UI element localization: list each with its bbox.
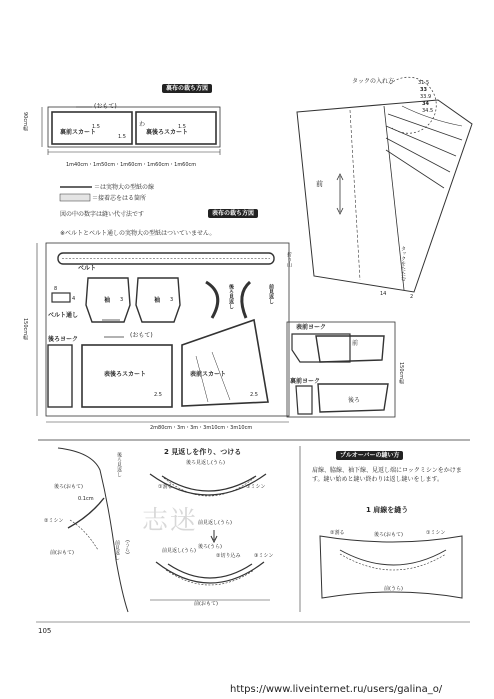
page-number: 105 — [38, 627, 52, 635]
outer-back-skirt-label: 表後ろスカート — [104, 371, 147, 378]
back-yoke2-label: 裏前ヨーク — [290, 378, 321, 385]
lining-n15c: 1.5 — [178, 124, 186, 130]
lining-dimension: 1m40cm・1m50cm・1m60cm・1m60cm・1m60cm — [66, 162, 197, 168]
machine1-label: ①ミシン — [246, 484, 266, 490]
shoulder-back-omote: 後ろ(おもて) — [374, 532, 403, 538]
pullover-desc: 肩線、脇線、袖下線、見返し端にロックミシンをかけます。縫い始めと縫い終わりは返し縫いをします。 — [312, 467, 462, 483]
outer-front-skirt-label: 表前スカート — [190, 371, 227, 378]
front-facing-r: 前見返し(うら) — [162, 548, 196, 554]
lining-back-skirt-label: 裏後ろスカート — [146, 129, 189, 136]
outer-cut-header: 表布の裁ち方図 — [208, 209, 258, 218]
front-facing-label: 前見返し — [268, 284, 274, 304]
shoulder-machine: ①ミシン — [426, 530, 446, 536]
outer-width-label: 150cm幅 — [22, 318, 28, 341]
n25a: 2.5 — [154, 392, 162, 398]
size-5: 34.5 — [422, 108, 434, 114]
front-label: 前 — [316, 180, 323, 188]
n8: 8 — [54, 286, 58, 292]
legend-line3: 図の中の数字は縫い代寸法です — [60, 211, 145, 218]
lining-wa: わ — [139, 121, 146, 128]
size-1: 31.5 — [418, 80, 430, 86]
lining-width-label: 90cm幅 — [22, 112, 28, 131]
size-4: 34 — [422, 101, 429, 107]
outer-omote: (おもて) — [130, 332, 153, 339]
watermark: 志迷 — [142, 506, 199, 536]
outer-width-label-2: 150cm幅 — [398, 362, 404, 385]
outer-dimension: 2m80cm・3m・3m・3m10cm・3m10cm — [150, 425, 253, 431]
sleeve-label-1: 袖 — [104, 297, 111, 304]
left-front-omote: 前(おもて) — [50, 550, 74, 556]
sleeve-label-2: 袖 — [154, 297, 161, 304]
belt-label: ベルト — [78, 265, 97, 272]
n3a: 3 — [120, 297, 124, 303]
fold-mark-label: 折り山 — [286, 252, 292, 267]
lining-front-skirt-label: 裏前スカート — [60, 129, 97, 136]
shoulder-cut: ②割る — [330, 530, 345, 536]
front-yoke-label: 表前ヨーク — [296, 324, 327, 331]
front-facing-reverse: 前見返し(うら) — [198, 520, 232, 526]
machine2-label: ③ミシン — [254, 553, 274, 559]
shoulder-front: 前(うら) — [384, 586, 403, 592]
right-front-label: 前 — [352, 340, 359, 347]
legend-note: ※ベルトとベルト通しの実物大の型紙はついていません。 — [60, 230, 216, 237]
legend-line2: ＝接着芯をはる箇所 — [92, 195, 147, 202]
back-facing-reverse: 後ろ見返し(うら) — [186, 460, 225, 466]
n25b: 2.5 — [250, 392, 258, 398]
back-facing-label: 後ろ見返し — [228, 284, 234, 309]
cut1-label: ①割る — [158, 484, 173, 490]
belt-loop-label: ベルト通し — [48, 312, 79, 319]
n3b: 3 — [170, 297, 174, 303]
back-yoke-label: 後ろヨーク — [48, 336, 79, 343]
lining-fabric-outline — [48, 107, 220, 147]
size-3: 33.9 — [420, 94, 432, 100]
pullover-header: プルオーバーの縫い方 — [336, 451, 403, 460]
tuck-fold-label: タックをたたむ — [400, 246, 406, 281]
left-vert2: 前見返し — [114, 540, 120, 560]
back-reverse: 後ろ(うら) — [198, 544, 222, 550]
legend-line1: ＝は実物大の型紙の線 — [94, 184, 155, 191]
lining-omote: (おもて) — [94, 103, 117, 110]
lining-back-skirt-piece — [136, 112, 216, 144]
left-vert1: 後ろ見返し — [116, 452, 122, 477]
left-machine: ②ミシン — [44, 518, 64, 524]
num-2: 2 — [410, 294, 414, 300]
step2-title: 2 見返しを作り、つける — [164, 448, 242, 456]
source-url: https://www.liveinternet.ru/users/galina_o/ — [230, 684, 443, 695]
step1-title: 1 肩線を縫う — [366, 506, 409, 514]
tuck-label: タックの入れ方 — [352, 78, 395, 85]
n4: 4 — [72, 296, 76, 302]
lining-cut-header: 裏布の裁ち方図 — [162, 84, 212, 93]
lining-n15a: 1.5 — [92, 124, 100, 130]
front-omote-label: 前(おもて) — [194, 601, 218, 607]
right-back-label: 後ろ — [348, 397, 361, 404]
num-14: 14 — [380, 291, 387, 297]
cut2-label: ②切り込み — [216, 553, 241, 559]
left-vert3: (うら) — [124, 540, 130, 554]
lining-n15b: 1.5 — [118, 134, 126, 140]
left-cut-dim: 0.1cm — [78, 496, 94, 502]
size-2: 33 — [420, 87, 427, 93]
left-back-omote: 後ろ(おもて) — [54, 484, 83, 490]
